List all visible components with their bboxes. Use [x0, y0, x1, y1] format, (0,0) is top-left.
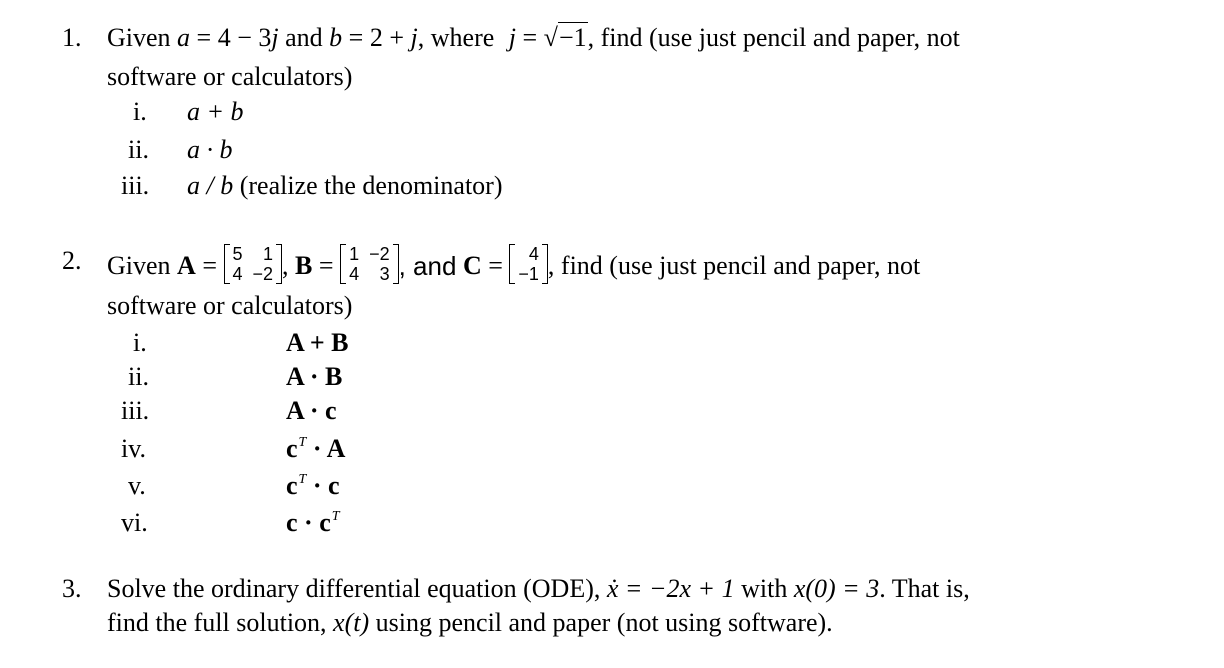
q2-item-expr: A · B	[286, 362, 343, 391]
q3-number: 3.	[62, 574, 82, 603]
q2-item-num: i.	[133, 328, 147, 357]
q2-item-num: ii.	[128, 362, 149, 391]
q2-item-expr: $c^T \cdot A$	[286, 434, 346, 463]
q1-item-num: iii.	[121, 171, 150, 200]
q1-line1: Given a = 4 − 3j and b = 2 + j, where j = √−1, find (use just pencil and paper, not	[107, 23, 960, 52]
q2-number: 2.	[62, 246, 82, 275]
q2-item-expr: $c \cdot c^T$	[286, 508, 340, 537]
q1-item-expr: a + b	[187, 97, 244, 126]
q1-item-num: ii.	[128, 135, 149, 164]
q1-line2: software or calculators)	[107, 62, 353, 91]
q3-line1: Solve the ordinary differential equation (ODE), ẋ = −2x + 1 with x(0) = 3. That is,	[107, 574, 970, 603]
q2-item-num: v.	[128, 471, 146, 500]
q2-item-num: iii.	[121, 396, 150, 425]
matrix-c: 4 −1	[509, 244, 548, 284]
q2-item-expr: A · c	[286, 396, 337, 425]
q1-item-expr: a / b (realize the denominator)	[187, 171, 503, 200]
q2-item-num: vi.	[121, 508, 148, 537]
q1-item-num: i.	[133, 97, 147, 126]
matrix-b: 1 −2 4 3	[340, 244, 399, 284]
q2-item-expr: A + B	[286, 328, 349, 357]
q1-item-expr: a · b	[187, 135, 233, 164]
matrix-a: 5 1 4 −2	[224, 244, 283, 284]
q1-number: 1.	[62, 23, 82, 52]
q2-line2: software or calculators)	[107, 291, 353, 320]
q2-line1: Given A = 5 1 4 −2 , B = 1 −2 4 3 , and C = 4 −1 , find (use just pencil and paper, not	[107, 244, 921, 284]
q3-line2: find the full solution, x(t) using pencil and paper (not using software).	[107, 608, 833, 637]
q2-item-num: iv.	[121, 434, 147, 463]
q2-item-expr: $c^T \cdot c$	[286, 471, 340, 500]
